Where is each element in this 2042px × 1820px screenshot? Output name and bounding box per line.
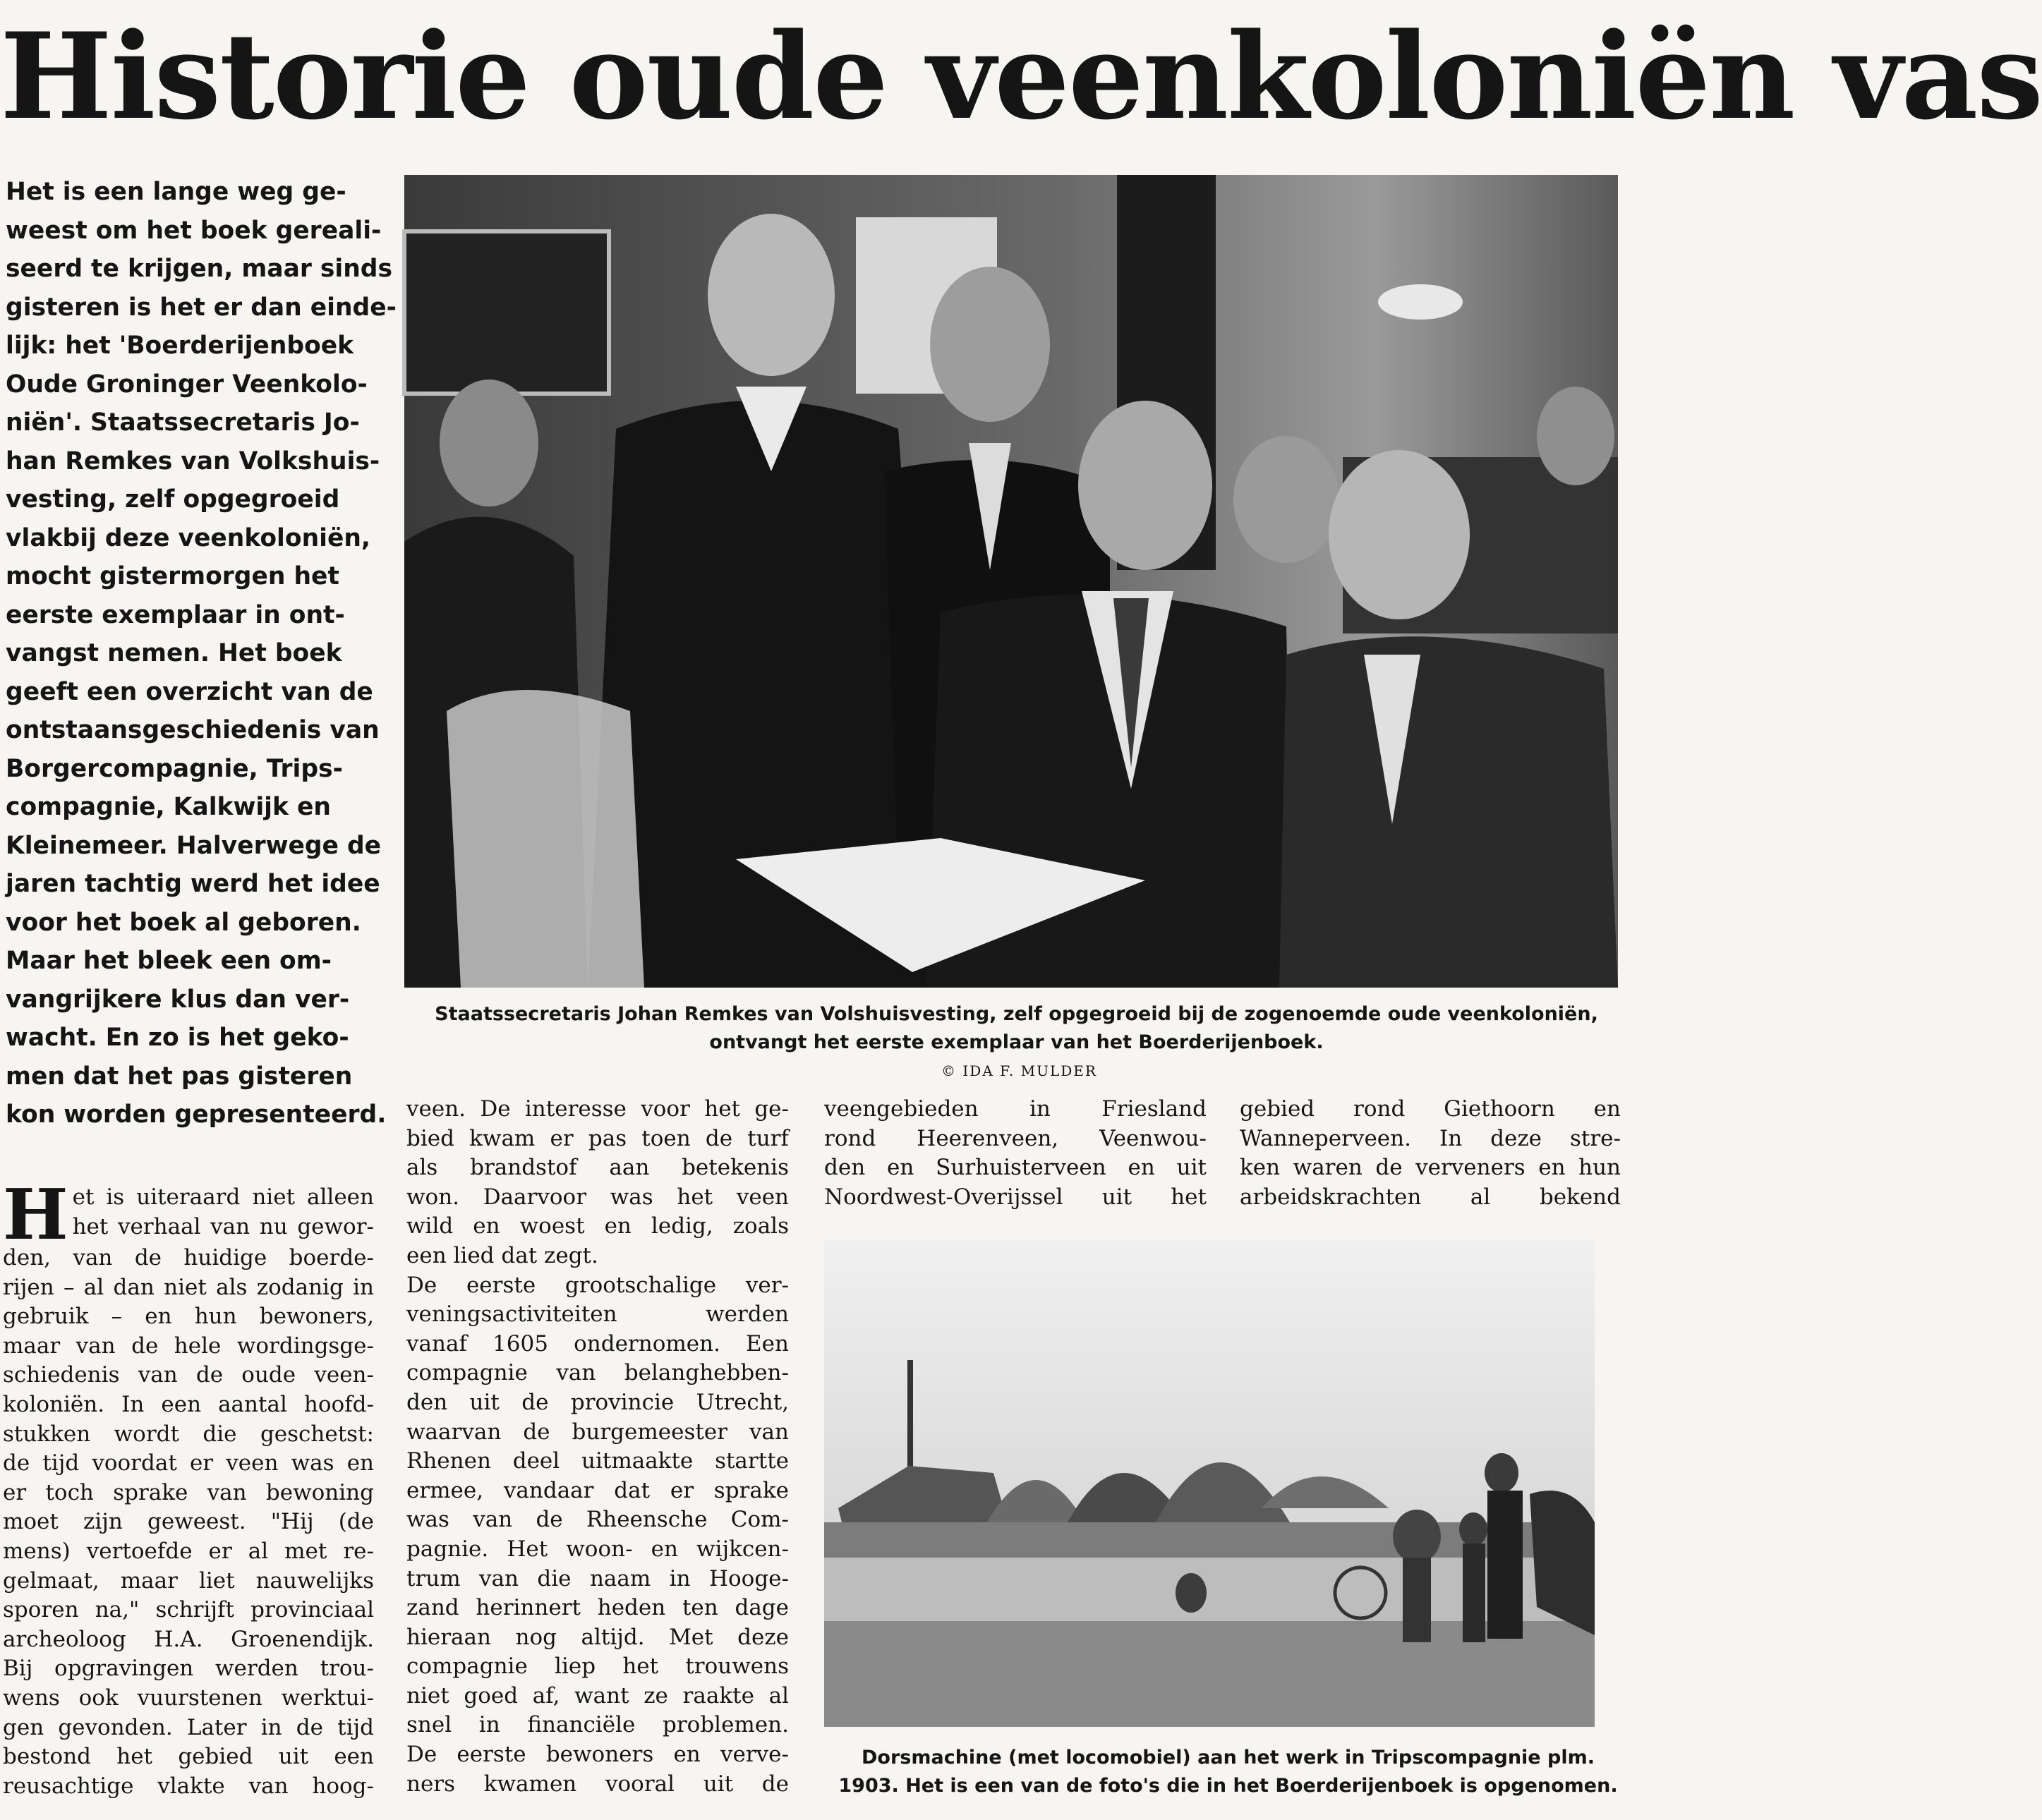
intro-line: vlakbij deze veenkoloniën, — [6, 523, 371, 552]
intro-line: compagnie, Kalkwijk en — [6, 793, 331, 821]
article-line: den uit de provincie Utrecht, — [406, 1389, 789, 1415]
article-line: koloniën. In een aantal hoofd- — [3, 1391, 374, 1417]
intro-line: ontstaansgeschiedenis van — [6, 716, 380, 744]
article-line: sporen na," schrijft provinciaal — [3, 1597, 374, 1623]
photo-remkes-ceremony-image — [404, 175, 1618, 988]
article-line: schiedenis van de oude veen- — [3, 1362, 374, 1388]
article-line: bied kwam er pas toen de turf — [406, 1125, 789, 1151]
intro-paragraph — [6, 173, 397, 1134]
article-line: pagnie. Het woon- en wijkcen- — [406, 1536, 789, 1562]
article-line: de tijd voordat er veen was en — [3, 1450, 374, 1476]
article-line: arbeidskrachten al bekend — [1240, 1184, 1621, 1210]
article-line: hieraan nog altijd. Met deze — [406, 1624, 789, 1650]
article-line: veningsactiviteiten werden — [406, 1302, 789, 1328]
intro-line: voor het boek al geboren. — [6, 908, 361, 937]
intro-line: gisteren is het er dan einde- — [6, 293, 397, 322]
article-line: De eerste bewoners en verve- — [406, 1742, 789, 1768]
article-line: was van de Rheensche Com- — [406, 1507, 789, 1533]
intro-line: eerste exemplaar in ont- — [6, 600, 345, 629]
article-line: het verhaal van nu gewor- — [72, 1213, 374, 1239]
intro-line: geeft een overzicht van de — [6, 677, 373, 706]
article-line: reusachtige vlakte van hoog- — [3, 1773, 374, 1799]
article-line: gebied rond Giethoorn en — [1240, 1096, 1621, 1122]
article-line: een lied dat zegt. — [406, 1242, 598, 1268]
article-line: den, van de huidige boerde- — [3, 1245, 374, 1270]
intro-line: men dat het pas gisteren — [6, 1062, 353, 1091]
intro-line: seerd te krijgen, maar sinds — [6, 255, 393, 283]
article-line: er toch sprake van bewoning — [3, 1479, 374, 1505]
intro-line: Oude Groninger Veenkolo- — [6, 370, 368, 399]
article-column-1 — [3, 1175, 374, 1801]
intro-line: han Remkes van Volkshuis- — [6, 447, 380, 475]
article-line: archeoloog H.A. Groenendijk. — [3, 1626, 374, 1652]
photo-dorsmachine-image — [824, 1240, 1595, 1727]
photo-dorsmachine — [824, 1240, 1595, 1727]
article-line: rond Heerenveen, Veenwou- — [824, 1125, 1207, 1151]
photo-dorsmachine-caption-line2: 1903. Het is een van de foto's die in het Boerderijenboek is opgenomen. — [838, 1775, 1618, 1797]
intro-line: Maar het bleek een om- — [6, 947, 332, 975]
article-line: zand herinnert heden ten dage — [406, 1595, 789, 1621]
article-line: als brandstof aan betekenis — [406, 1155, 789, 1181]
article-line: Rhenen deel uitmaakte startte — [406, 1448, 789, 1474]
article-line: snel in financiële problemen. — [406, 1712, 789, 1738]
article-line: niet goed af, want ze raakte al — [406, 1682, 789, 1709]
intro-line: jaren tachtig werd het idee — [6, 870, 380, 898]
intro-line: weest om het boek gereali- — [6, 216, 382, 245]
article-line: bestond het gebied uit een — [3, 1744, 374, 1770]
article-line: rijen – al dan niet als zodanig in — [3, 1274, 374, 1300]
intro-line: lijk: het 'Boerderijenboek — [6, 332, 354, 360]
article-line: veen. De interesse voor het ge- — [406, 1096, 789, 1122]
photo-remkes-caption-line2: ontvangt het eerste exemplaar van het Boerderijenboek. — [709, 1031, 1324, 1053]
intro-line: Borgercompagnie, Trips- — [6, 754, 343, 783]
intro-line: vangrijkere klus dan ver- — [6, 985, 350, 1014]
article-column-3 — [824, 1095, 1207, 1212]
intro-line: vesting, zelf opgegroeid — [6, 485, 340, 514]
article-line: gelmaat, maar liet nauwelijks — [3, 1567, 374, 1594]
article-line: den en Surhuisterveen en uit — [824, 1155, 1207, 1181]
article-line: ermee, vandaar dat er sprake — [406, 1477, 789, 1503]
photo-remkes-caption — [404, 1000, 1629, 1085]
drop-cap: H — [3, 1175, 68, 1256]
photo-dorsmachine-caption — [824, 1744, 1632, 1800]
headline: Historie oude veenkoloniën vas — [0, 6, 2042, 146]
article-line: compagnie van belanghebben- — [406, 1360, 789, 1386]
article-line: mens) vertoefde er al met re- — [3, 1538, 374, 1564]
intro-line: Het is een lange weg ge- — [6, 178, 346, 206]
article-line: vanaf 1605 ondernomen. Een — [406, 1330, 789, 1357]
article-line: trum van die naam in Hooge- — [406, 1565, 789, 1591]
article-line: won. Daarvoor was het veen — [406, 1184, 789, 1210]
article-line: Wanneperveen. In deze stre- — [1240, 1125, 1621, 1151]
intro-line: vangst nemen. Het boek — [6, 639, 342, 667]
article-column-2 — [406, 1095, 789, 1799]
article-line: stukken wordt die geschetst: — [3, 1421, 374, 1447]
article-line: wens ook vuurstenen werktui- — [3, 1685, 374, 1711]
intro-line: wacht. En zo is het geko- — [6, 1024, 349, 1052]
intro-line: kon worden gepresenteerd. — [6, 1100, 387, 1129]
article-line: veengebieden in Friesland — [824, 1096, 1207, 1122]
article-line: gebruik – en hun bewoners, — [3, 1304, 374, 1330]
photo-remkes-caption-line1: Staatssecretaris Johan Remkes van Volshuisvesting, zelf opgegroeid bij de zogenoemde oude veenkoloniën, — [435, 1003, 1598, 1025]
intro-line: Kleinemeer. Halverwege de — [6, 831, 382, 860]
article-line: ners kwamen vooral uit de — [406, 1771, 789, 1797]
article-line: De eerste grootschalige ver- — [406, 1272, 789, 1298]
article-line: waarvan de burgemeester van — [406, 1419, 789, 1445]
article-line: et is uiteraard niet alleen — [72, 1184, 374, 1210]
article-line: maar van de hele wordingsge- — [3, 1333, 374, 1359]
article-line: gen gevonden. Later in de tijd — [3, 1714, 374, 1740]
article-line: compagnie liep het trouwens — [406, 1654, 789, 1680]
article-line: moet zijn geweest. "Hij (de — [3, 1509, 374, 1535]
article-line: ken waren de verveners en hun — [1240, 1155, 1621, 1181]
photo-remkes-ceremony — [404, 175, 1618, 988]
intro-line: mocht gistermorgen het — [6, 562, 339, 590]
photo-credit: © IDA F. MULDER — [941, 1062, 1097, 1079]
photo-dorsmachine-caption-line1: Dorsmachine (met locomobiel) aan het werk in Tripscompagnie plm. — [862, 1747, 1595, 1769]
article-line: Bij opgravingen werden trou- — [3, 1656, 374, 1682]
article-line: Noordwest-Overijssel uit het — [824, 1184, 1207, 1210]
article-line: wild en woest en ledig, zoals — [406, 1213, 789, 1239]
intro-line: niën'. Staatssecretaris Jo- — [6, 408, 360, 437]
article-column-4 — [1240, 1095, 1621, 1212]
